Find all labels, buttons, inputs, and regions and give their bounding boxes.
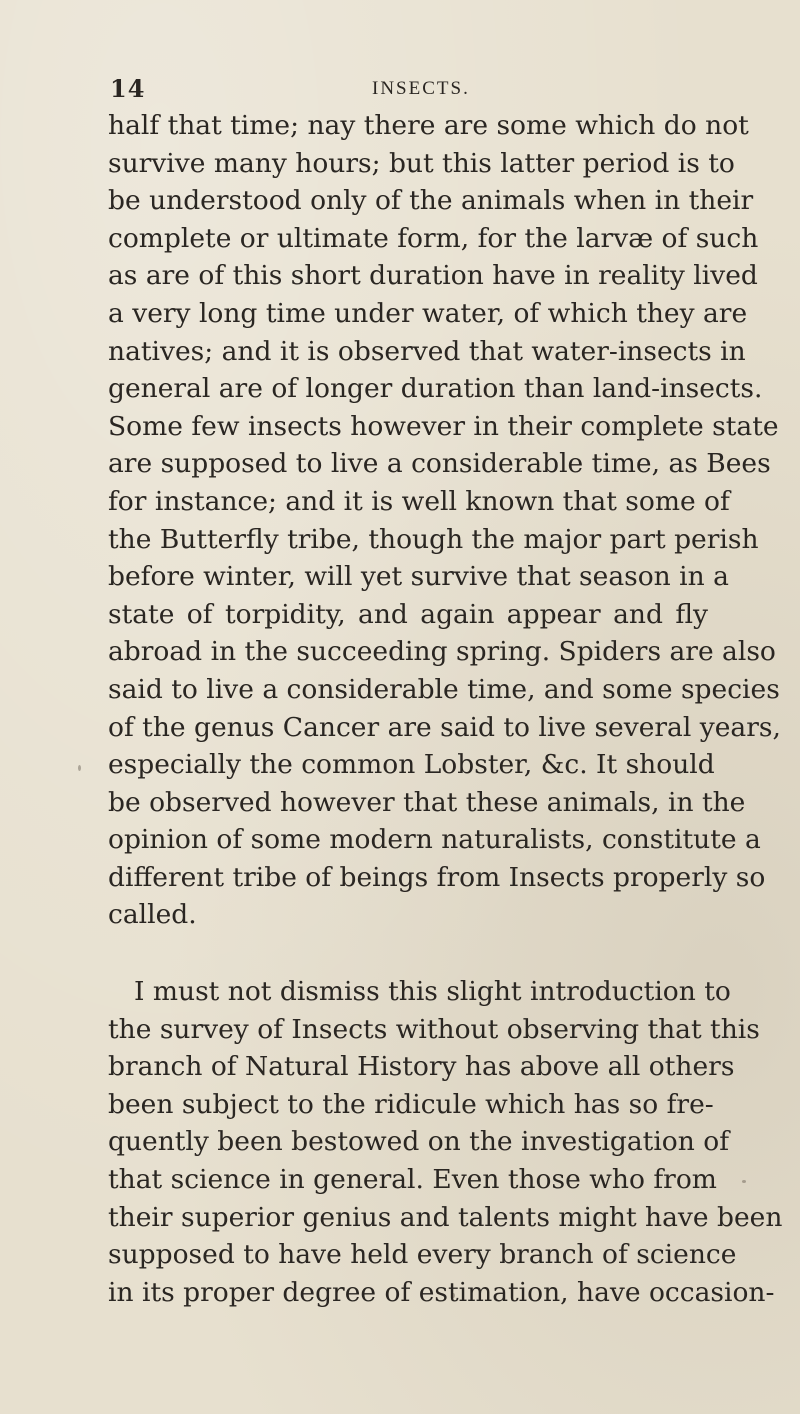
paragraph-2 xyxy=(108,973,783,1311)
text-line: general are of longer duration than land-insects. xyxy=(108,373,763,405)
text-line: different tribe of beings from Insects properly so xyxy=(108,861,766,893)
text-line: the Butterfly tribe, though the major part perish xyxy=(108,523,759,555)
text-line: especially the common Lobster, &c. It should xyxy=(108,749,715,781)
text-line: are supposed to live a considerable time, as Bees xyxy=(108,448,771,480)
text-line: survive many hours; but this latter period is to xyxy=(108,147,735,179)
paragraph-gap xyxy=(108,934,708,973)
paragraph-1 xyxy=(108,107,781,934)
text-line: state of torpidity, and again appear and fly xyxy=(108,598,708,630)
running-head-title: INSECTS. xyxy=(372,78,470,99)
text-line: Some few insects however in their complete state xyxy=(108,410,779,442)
text-line: abroad in the succeeding spring. Spiders are also xyxy=(108,636,776,668)
text-line: the survey of Insects without observing that this xyxy=(108,1013,760,1045)
text-line: branch of Natural History has above all others xyxy=(108,1051,735,1083)
body-text xyxy=(108,107,783,1311)
text-line: in its proper degree of estimation, have occasion- xyxy=(108,1276,775,1308)
paper-speck xyxy=(742,1180,746,1183)
text-line: a very long time under water, of which they are xyxy=(108,297,748,329)
text-line: that science in general. Even those who from xyxy=(108,1164,717,1196)
text-line: supposed to have held every branch of science xyxy=(108,1239,737,1271)
text-line: for instance; and it is well known that some of xyxy=(108,485,730,517)
text-line: of the genus Cancer are said to live several years, xyxy=(108,711,781,743)
text-line: natives; and it is observed that water-insects in xyxy=(108,335,746,367)
text-line: their superior genius and talents might have been xyxy=(108,1201,783,1233)
running-head xyxy=(110,74,700,104)
text-line: be understood only of the animals when in their xyxy=(108,185,754,217)
text-line: called. xyxy=(108,899,197,931)
paper-speck xyxy=(78,765,81,771)
text-line: said to live a considerable time, and some species xyxy=(108,673,780,705)
page-number: 14 xyxy=(110,74,146,103)
text-line: as are of this short duration have in reality lived xyxy=(108,260,758,292)
text-line: before winter, will yet survive that season in a xyxy=(108,561,729,593)
text-line: half that time; nay there are some which do not xyxy=(108,110,749,141)
text-line: been subject to the ridicule which has so fre- xyxy=(108,1088,714,1120)
text-line: quently been bestowed on the investigation of xyxy=(108,1126,730,1158)
paper-speck xyxy=(452,1293,455,1298)
text-line: I must not dismiss this slight introduction to xyxy=(134,976,731,1008)
text-line: be observed however that these animals, in the xyxy=(108,786,746,818)
text-line: opinion of some modern naturalists, constitute a xyxy=(108,824,761,856)
text-line: complete or ultimate form, for the larvæ of such xyxy=(108,222,759,254)
